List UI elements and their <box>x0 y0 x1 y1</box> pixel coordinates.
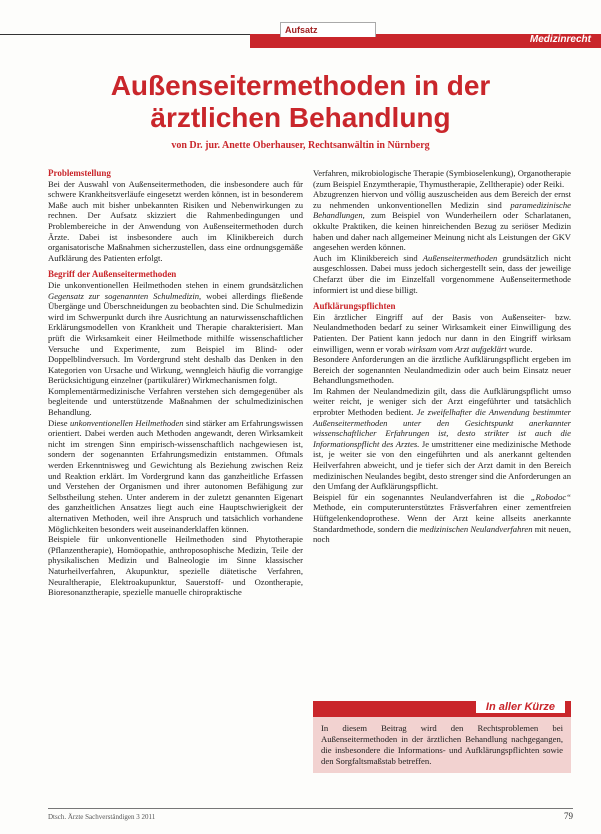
paragraph: Ein ärztlicher Eingriff auf der Basis von Außenseiter- bzw. Neulandmethoden bedarf zu seiner Wirksamkeit einer Einwilligung des Patienten. Der Patient kann jedoch nur dann in den Eingriff wirksam einwilligen, wenn er vorab wirksam vom Arzt aufgeklärt wurde. <box>313 311 571 354</box>
summary-box: In diesem Beitrag wird den Rechtsproblemen bei Außenseitermethoden in der ärztlichen Behandlung nachgegangen, die insbesondere die Informations- und Aufklärungspflichten sowie den Sorgfaltsmaßstab betreffen. <box>313 717 571 773</box>
paragraph: Beispiele für unkonventionelle Heilmethoden sind Phytotherapie (Pflanzentherapie), Homöopathie, anthroposophische Medizin, Teile der physikalischen Medizin und Balneologie im Sinne klassischer Naturheilverfahren, Akupunktur, spezielle diätetische Verfahren, Neuraltherapie, Elektroakupunktur, Sauerstoff- und Ozontherapie, Bioresonanztherapie, spezielle manuelle chiropraktische <box>48 534 303 598</box>
title-line-1: Außenseitermethoden in der <box>110 70 491 101</box>
summary-heading: In aller Kürze <box>476 701 565 713</box>
section-label: Medizinrecht <box>529 34 591 45</box>
paragraph: Verfahren, mikrobiologische Therapie (Symbioselenkung), Organotherapie (zum Beispiel Enzymtherapie, Thymustherapie, Zelltherapie) oder Reiki. <box>313 168 571 189</box>
journal-reference: Dtsch. Ärzte Sachverständigen 3 2011 <box>48 813 156 821</box>
heading-begriff: Begriff der Außenseitermethoden <box>48 269 177 280</box>
paragraph: Die unkonventionellen Heilmethoden stehen in einem grundsätzlichen Gegensatz zur sogenannten Schulmedizin, wobei allerdings fließende Übergänge und Überschneidungen zu beobachten sind. Die Schulmedizin wird im Schwerpunkt durch ihre Ausrichtung an naturwissenschaftlichen Erklärungsmodellen von Krankheit und Therapie charakterisiert. Man prüft die Wirksamkeit einer Heilmethode mithilfe wissenschaftlicher Versuche und Experimente, zum Beispiel im Blind- oder Doppelblindversuch. Im Vordergrund steht deshalb das Denken in den Kategorien von Ursache und Wirkung, wenngleich häufig die vorrangige Berücksichtigung einzelner (partikulärer) Wirkmechanismen folgt. <box>48 279 303 386</box>
paragraph: Beispiel für ein sogenanntes Neulandverfahren ist die „Robodoc“ Methode, ein computerunterstütztes Fräsverfahren einer zementfreien Hüftgelenkendoprothese. Wenn der Arzt keine allseits anerkannte Standardmethode, sondern die medizinischen Neulandverfahren mit neuen, noch <box>313 491 571 545</box>
paragraph: Bei der Auswahl von Außenseitermethoden, die insbesondere auch für schwere Krankheitsverläufe eingesetzt werden können, ist in besonderem Maße auch mit bisher unbekannten Risiken und Nebenwirkungen zu rechnen. Der Aufsatz skizziert die Rahmenbedingungen und Problembereiche in der Anwendung von Außenseitermethoden durch Ärzte. Dabei ist insbesondere auch im Klinikbereich durch organisatorische Maßnahmen sicherzustellen, dass eine ordnungsgemäße Aufklärung des Patienten erfolgt. <box>48 178 303 263</box>
section-tab: Aufsatz <box>280 22 376 37</box>
paragraph: Diese unkonventionellen Heilmethoden sind stärker am Erfahrungswissen orientiert. Dabei werden auch Methoden angewandt, deren Wirksamkeit nicht im strengen Sinn empirisch-wissenschaftlich nachgewiesen ist, sondern der sogenannten Erfahrungsmedizin entstammen. Oftmals werden Erkenntnisweg und Gewichtung als Beziehung zwischen Reiz und Reaktion erklärt. Im Vordergrund kann das ganzheitliche Erfassen und Verstehen der Organismen und ihrer autonomen Befähigung zur Selbstheilung stehen. Unter anderem in der zuletzt genannten Eigenart des ganzheitlichen Ansatzes liegt auch eine Hauptschwierigkeit der alternativen Methoden, weil ihre Anspruch und tatsächlich vorhandene Möglichkeiten besonders weit auseinanderklaffen können. <box>48 417 303 534</box>
article-title <box>0 70 601 134</box>
footer-rule <box>48 808 573 809</box>
heading-aufklaerung: Aufklärungspflichten <box>313 301 396 312</box>
paragraph: Auch im Klinikbereich sind Außenseitermethoden grundsätzlich nicht ausgeschlossen. Dabei muss jedoch sichergestellt sein, dass der jeweilige Chefarzt über die im Einzelfall vorgenommene Außenseitermethode informiert ist und diese billigt. <box>313 252 572 295</box>
paragraph: Komplementärmedizinische Verfahren verstehen sich demgegenüber als begleitende und unterstützende Maßnahmen der schulmedizinischen Behandlung. <box>48 385 303 418</box>
byline: von Dr. jur. Anette Oberhauser, Rechtsanwältin in Nürnberg <box>171 140 430 151</box>
heading-problemstellung: Problemstellung <box>48 168 111 178</box>
paragraph: Besondere Anforderungen an die ärztliche Aufklärungspflicht ergeben im Bereich der sogenannten Neulandmedizin oder auch beim Einsatz neuer Behandlungsmethoden. <box>313 354 571 386</box>
page-number: 79 <box>564 811 573 821</box>
paragraph: Im Rahmen der Neulandmedizin gilt, dass die Aufklärungspflicht umso weiter reicht, je weniger sich der Arzt eingeführter und tatsächlich erprobter Methoden bedient. Je zweifelhafter die Anwendung bestimmter Außenseitermethoden unter den Gesichtspunkt anerkannter wissenschaftlicher Erfahrungen ist, desto strikter ist auch die Informationspflicht des Arztes. Je umstrittener eine medizinische Methode ist, je weiter sie von den eingeführten und als anerkannt geltenden Heilverfahren abweicht, und je tiefer sich der Arzt damit in den Bereich medizinischen Neulandes begibt, desto strenger sind die Anforderungen an den Umfang der Aufklärungspflicht. <box>313 385 571 492</box>
title-line-2: ärztlichen Behandlung <box>150 102 451 133</box>
paragraph: Abzugrenzen hiervon und völlig auszuscheiden aus dem Bereich der ernst zu nehmenden unkonventionellen Medizin sind paramedizinische Behandlungen, zum Beispiel von Wunderheilern oder Scharlatanen, okkulte Praktiken, die keinen hinreichenden Bezug zu seriöser Medizin haben und daher nach allgemeiner Meinung nicht als Leistungen der GKV angesehen werden können. <box>313 189 571 253</box>
right-column <box>313 168 571 545</box>
summary-header <box>313 701 571 717</box>
left-column <box>48 168 303 598</box>
